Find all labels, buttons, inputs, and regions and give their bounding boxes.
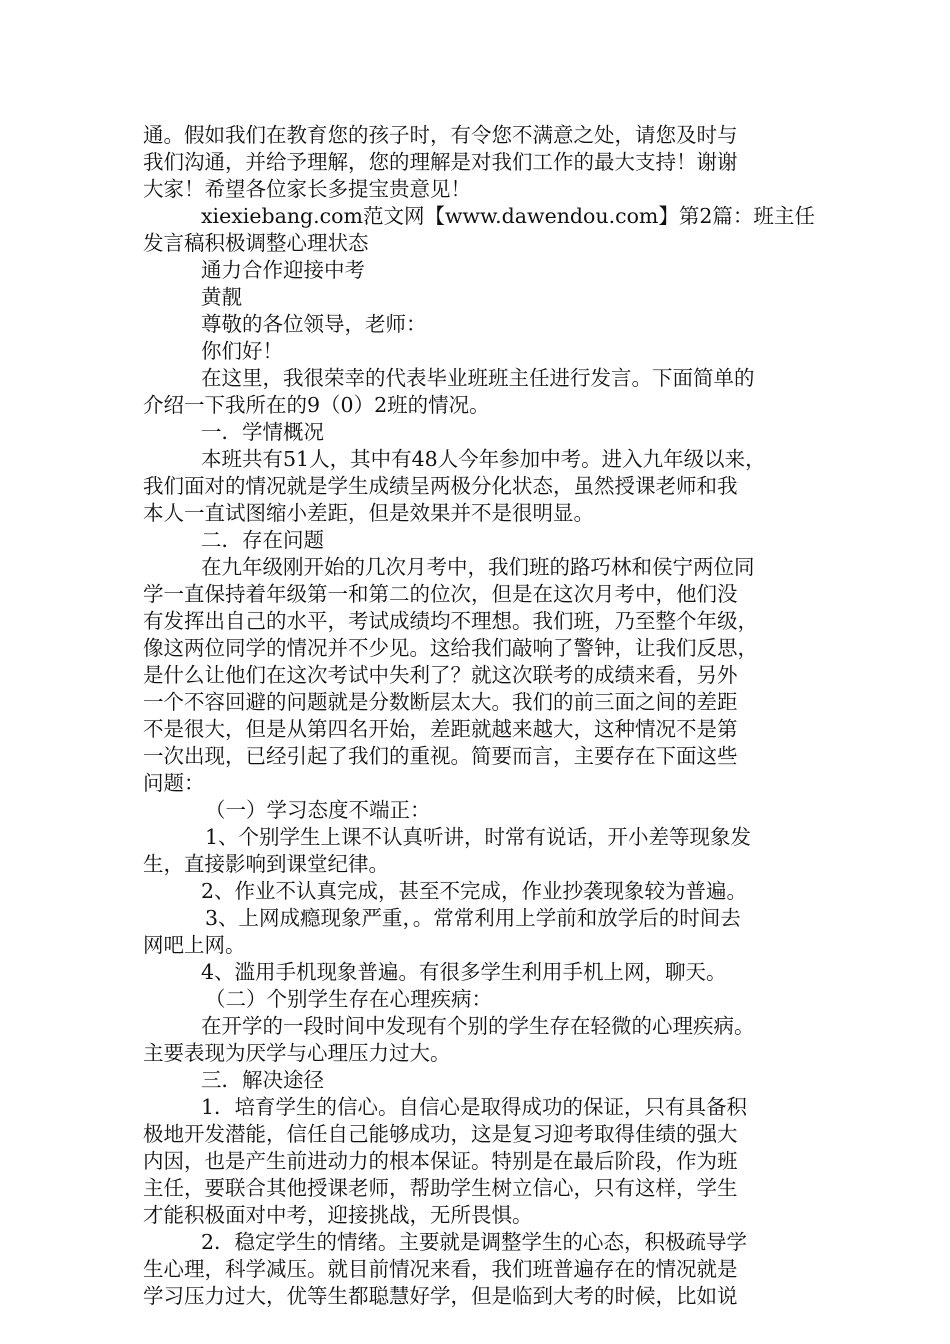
text-line: 4、滥用手机现象普遍。有很多学生利用手机上网，聊天。 bbox=[201, 960, 727, 984]
text-line: 主要表现为厌学与心理压力过大。 bbox=[143, 1041, 451, 1065]
text-line: 有发挥出自己的水平，考试成绩均不理想。我们班，乃至整个年级， bbox=[143, 609, 758, 633]
text-line: 才能积极面对中考，迎接挑战，无所畏惧。 bbox=[143, 1203, 533, 1227]
text-line: 黄靓 bbox=[201, 285, 242, 309]
text-line: 我们沟通，并给予理解，您的理解是对我们工作的最大支持！谢谢 bbox=[143, 150, 738, 174]
text-line: 是什么让他们在这次考试中失利了？就这次联考的成绩来看，另外 bbox=[143, 663, 738, 687]
text-line: 生，直接影响到课堂纪律。 bbox=[143, 852, 389, 876]
document-body bbox=[143, 122, 813, 1310]
section-heading: 二．存在问题 bbox=[201, 528, 324, 552]
text-line: 一次出现，已经引起了我们的重视。简要而言，主要存在下面这些 bbox=[143, 744, 738, 768]
text-line: 在这里，我很荣幸的代表毕业班班主任进行发言。下面简单的 bbox=[201, 366, 755, 390]
text-line: 介绍一下我所在的9（0）2班的情况。 bbox=[143, 393, 490, 417]
text-line: 2．稳定学生的情绪。主要就是调整学生的心态，积极疏导学 bbox=[201, 1230, 748, 1254]
text-line: 在九年级刚开始的几次月考中，我们班的路巧林和侯宁两位同 bbox=[201, 555, 755, 579]
text-line: 学一直保持着年级第一和第二的位次，但是在这次月考中，他们没 bbox=[143, 582, 738, 606]
text-line: 像这两位同学的情况并不少见。这给我们敲响了警钟，让我们反思， bbox=[143, 636, 758, 660]
text-line: 你们好！ bbox=[201, 339, 283, 363]
text-line: 2、作业不认真完成，甚至不完成，作业抄袭现象较为普遍。 bbox=[201, 879, 748, 903]
text-line: 主任，要联合其他授课老师，帮助学生树立信心，只有这样，学生 bbox=[143, 1176, 738, 1200]
text-line: 不是很大，但是从第四名开始，差距就越来越大，这种情况不是第 bbox=[143, 717, 738, 741]
text-line: 尊敬的各位领导，老师： bbox=[201, 312, 427, 336]
text-line: 本班共有51人，其中有48人今年参加中考。进入九年级以来， bbox=[201, 447, 766, 471]
section-heading: 三．解决途径 bbox=[201, 1068, 324, 1092]
text-line: 通。假如我们在教育您的孩子时，有令您不满意之处，请您及时与 bbox=[143, 123, 738, 147]
text-line: xiexiebang.com范文网【www.dawendou.com】第2篇：班主任 bbox=[201, 204, 815, 228]
text-line: 本人一直试图缩小差距，但是效果并不是很明显。 bbox=[143, 501, 594, 525]
text-line: 问题： bbox=[143, 771, 205, 795]
text-line: 网吧上网。 bbox=[143, 933, 246, 957]
text-line: 内因，也是产生前进动力的根本保证。特别是在最后阶段，作为班 bbox=[143, 1149, 738, 1173]
subsection-heading: （一）学习态度不端正： bbox=[205, 798, 431, 822]
text-line: 生心理，科学减压。就目前情况来看，我们班普遍存在的情况就是 bbox=[143, 1257, 738, 1281]
text-line: 一个不容回避的问题就是分数断层太大。我们的前三面之间的差距 bbox=[143, 690, 738, 714]
text-line: 学习压力过大，优等生都聪慧好学，但是临到大考的时候，比如说 bbox=[143, 1284, 738, 1308]
text-line: 发言稿积极调整心理状态 bbox=[143, 231, 369, 255]
text-line: 我们面对的情况就是学生成绩呈两极分化状态，虽然授课老师和我 bbox=[143, 474, 738, 498]
text-line: 在开学的一段时间中发现有个别的学生存在轻微的心理疾病。 bbox=[201, 1014, 755, 1038]
text-line: 极地开发潜能，信任自己能够成功，这是复习迎考取得佳绩的强大 bbox=[143, 1122, 738, 1146]
subsection-heading: （二）个别学生存在心理疾病： bbox=[205, 987, 492, 1011]
text-line: 大家！希望各位家长多提宝贵意见！ bbox=[143, 177, 471, 201]
section-heading: 一．学情概况 bbox=[201, 420, 324, 444]
text-line: 通力合作迎接中考 bbox=[201, 258, 365, 282]
text-line: 1．培育学生的信心。自信心是取得成功的保证，只有具备积 bbox=[201, 1095, 748, 1119]
text-line: 1、个别学生上课不认真听讲，时常有说话，开小差等现象发 bbox=[205, 825, 752, 849]
text-line: 3、上网成瘾现象严重，。常常利用上学前和放学后的时间去 bbox=[205, 906, 741, 930]
